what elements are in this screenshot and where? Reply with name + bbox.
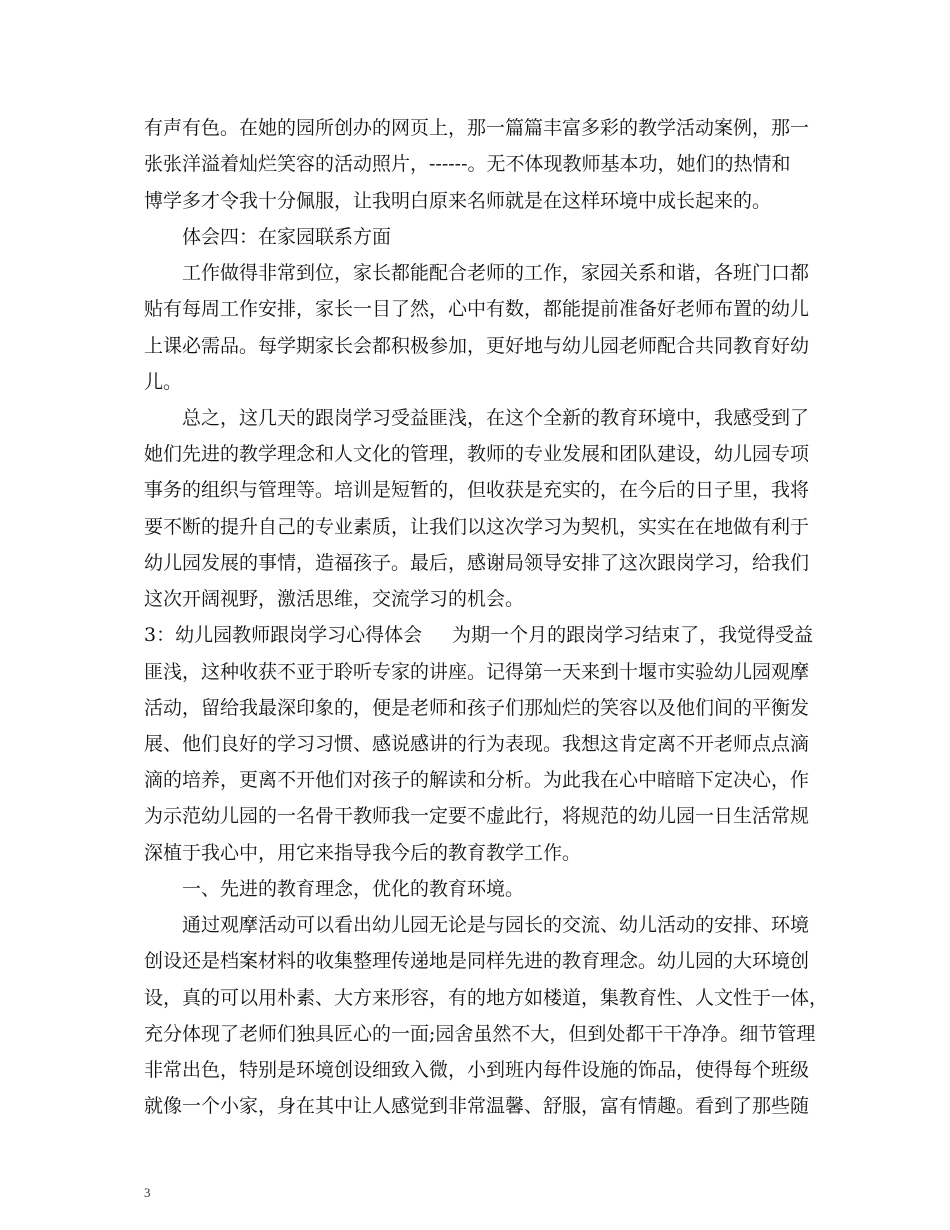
text-line: 匪浅，这种收获不亚于聆听专家的讲座。记得第一天来到十堰市实验幼儿园观摩	[144, 661, 810, 683]
text-line: 滴的培养，更离不开他们对孩子的解读和分析。为此我在心中暗暗下定决心，作	[144, 769, 810, 791]
section-3-first-text: 为期一个月的跟岗学习结束了，我觉得受益	[452, 624, 814, 646]
text-line: 就像一个小家，身在其中让人感觉到非常温馨、舒服，富有情趣。看到了那些随	[144, 1095, 810, 1117]
text-line: 总之，这几天的跟岗学习受益匪浅，在这个全新的教育环境中，我感受到了	[182, 407, 810, 429]
text-line: 上课必需品。每学期家长会都积极参加，更好地与幼儿园老师配合共同教育好幼	[144, 335, 810, 357]
section-3-title: 3：幼儿园教师跟岗学习心得体会	[144, 624, 423, 646]
text-line: 贴有每周工作安排，家长一目了然，心中有数，都能提前准备好老师布置的幼儿	[144, 298, 810, 320]
text-line: 事务的组织与管理等。培训是短暂的，但收获是充实的，在今后的日子里，我将	[144, 479, 810, 501]
text-line: 有声有色。在她的园所创办的网页上，那一篇篇丰富多彩的教学活动案例，那一	[144, 117, 810, 139]
text-line: 幼儿园发展的事情，造福孩子。最后，感谢局领导安排了这次跟岗学习，给我们	[144, 552, 810, 574]
text-line: 通过观摩活动可以看出幼儿园无论是与园长的交流、幼儿活动的安排、环境	[182, 914, 810, 936]
text-line: 非常出色，特别是环境创设细致入微，小到班内每件设施的饰品，使得每个班级	[144, 1059, 810, 1081]
text-line: 工作做得非常到位，家长都能配合老师的工作，家园关系和谐，各班门口都	[182, 262, 810, 284]
text-line: 设，真的可以用朴素、大方来形容，有的地方如楼道，集教育性、人文性于一体，	[144, 987, 829, 1009]
text-line: 博学多才令我十分佩服，让我明白原来名师就是在这样环境中成长起来的。	[144, 190, 772, 212]
text-line: 这次开阔视野，激活思维，交流学习的机会。	[144, 588, 525, 610]
text-line: 为示范幼儿园的一名骨干教师我一定要不虚此行，将规范的幼儿园一日生活常规	[144, 805, 810, 827]
text-line: 深植于我心中，用它来指导我今后的教育教学工作。	[144, 842, 582, 864]
text-line: 她们先进的教学理念和人文化的管理，教师的专业发展和团队建设，幼儿园专项	[144, 443, 810, 465]
page-number: 3	[144, 1185, 151, 1200]
section-heading: 一、先进的教育理念，优化的教育环境。	[182, 878, 525, 900]
section-heading: 体会四：在家园联系方面	[182, 226, 392, 248]
text-line: 要不断的提升自己的专业素质，让我们以这次学习为契机，实实在在地做有利于	[144, 516, 810, 538]
text-line: 张张洋溢着灿烂笑容的活动照片，------。无不体现教师基本功，她们的热情和	[144, 153, 791, 175]
section-3-line	[144, 619, 824, 651]
text-line: 创设还是档案材料的收集整理传递地是同样先进的教育理念。幼儿园的大环境创	[144, 950, 810, 972]
text-line: 儿。	[144, 371, 183, 393]
text-line: 展、他们良好的学习习惯、感说感讲的行为表现。我想这肯定离不开老师点点滴	[144, 733, 810, 755]
text-line: 活动，留给我最深印象的，便是老师和孩子们那灿烂的笑容以及他们间的平衡发	[144, 697, 810, 719]
text-line: 充分体现了老师们独具匠心的一面;园舍虽然不大，但到处都干干净净。细节管理	[144, 1023, 816, 1045]
